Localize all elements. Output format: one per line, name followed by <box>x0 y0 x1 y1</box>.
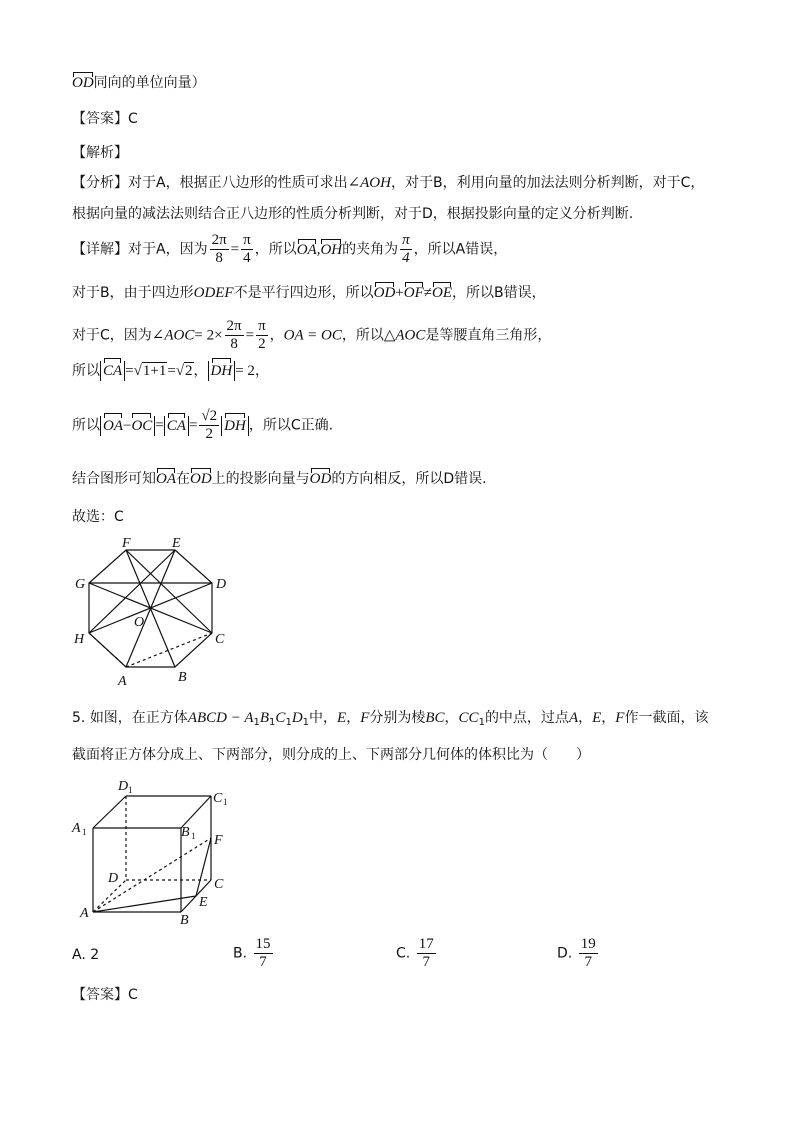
detail-e-text-2: 在 <box>176 471 190 487</box>
detail-d2-line <box>72 408 333 443</box>
label-d1 <box>117 779 133 795</box>
frac-sqrt2-2 <box>199 408 219 443</box>
label-b1 <box>181 825 196 841</box>
detail-c-text-4: 是等腰直角三角形， <box>425 327 552 344</box>
option-value: 2 <box>90 947 100 963</box>
option-a[interactable] <box>72 947 99 963</box>
q5-text-5: 作一截面，该 <box>624 710 709 726</box>
option-letter: B. <box>233 945 248 962</box>
frac-2pi-8 <box>210 232 229 267</box>
frac-num: 19 <box>580 936 596 952</box>
subscript: 1 <box>253 717 260 728</box>
vector-od: OD <box>373 285 396 301</box>
label-a: A <box>80 906 89 921</box>
option-letter: D. <box>557 945 573 962</box>
frac-den: 8 <box>225 335 244 353</box>
frac-num: 15 <box>255 936 271 952</box>
answer-value: C <box>128 111 138 127</box>
label-b1-letter: B <box>181 825 190 840</box>
frac-den: 2 <box>199 425 219 443</box>
analysis-heading: 【解析】 <box>72 145 128 161</box>
cube-d: D <box>291 710 303 726</box>
detail-c-text-3: ，所以 <box>341 327 384 344</box>
frac-num: 2π <box>226 318 242 334</box>
not-equal: ≠ <box>423 285 432 301</box>
q5-answer <box>72 984 138 1004</box>
sqrt-2: 2 <box>185 363 193 379</box>
detail-d1-text-1: 所以 <box>72 363 100 379</box>
equals-2: = 2 <box>235 363 255 379</box>
label-sub: 1 <box>128 785 133 795</box>
q4-answer <box>72 108 138 128</box>
segment-ac <box>126 633 212 667</box>
vector-od: OD <box>72 75 94 91</box>
vector-oc: OC <box>131 417 153 434</box>
abs-ca <box>100 361 125 381</box>
label-f: F <box>214 833 223 848</box>
diagonal-eh <box>89 550 175 633</box>
vector-oa: OA <box>296 241 317 258</box>
detail-e-text-3: 上的投影向量与 <box>211 471 310 487</box>
point-e: E <box>337 710 347 726</box>
point-e: E <box>592 710 602 726</box>
cube-name: ABCD − A <box>187 710 254 726</box>
equals: = <box>188 417 198 434</box>
answer-value: C <box>128 987 138 1003</box>
vector-od: OD <box>190 471 212 487</box>
label-d: D <box>108 871 119 886</box>
option-c[interactable] <box>396 936 438 971</box>
vector-ca: CA <box>103 363 123 379</box>
detail-c-text-1: 对于C，因为 <box>72 327 152 344</box>
label-o: O <box>134 615 145 630</box>
label-a1-letter: A <box>72 821 81 836</box>
subscript: 1 <box>269 717 276 728</box>
label-sub: 1 <box>223 797 228 807</box>
option-fraction <box>254 936 273 971</box>
equals-2x: = 2× <box>194 327 223 344</box>
label-sub: 1 <box>191 831 196 841</box>
option-letter: A. <box>72 947 86 963</box>
comma: , <box>316 241 321 258</box>
option-d[interactable] <box>557 936 600 971</box>
answer-label: 【答案】 <box>72 987 128 1003</box>
intro-line <box>72 72 206 92</box>
cube-c: C <box>275 710 286 726</box>
detail-b-text-2: 不是平行四边形，所以 <box>233 285 374 301</box>
sqrt-sign: √ <box>133 363 142 379</box>
equals: = <box>230 241 240 258</box>
abs-dh <box>208 361 236 381</box>
edge-cc1: CC <box>458 710 479 726</box>
frac-pi-4-italic <box>400 232 412 267</box>
vector-oa: OA <box>103 417 123 434</box>
frac-den: 7 <box>254 953 273 971</box>
quad-odef: ODEF <box>193 285 234 301</box>
label-g: G <box>75 577 86 592</box>
option-fraction <box>579 936 598 971</box>
label-c: C <box>214 877 224 892</box>
label-a: A <box>118 674 127 688</box>
frac-den: 7 <box>579 953 598 971</box>
angle-aoh: ∠AOH <box>347 175 391 191</box>
frac-den: 4 <box>400 249 412 267</box>
choice-line: 故选：C <box>72 509 124 525</box>
option-fraction <box>417 936 436 971</box>
intro-text: 同向的单位向量） <box>93 75 206 91</box>
q5-text-3: 分别为棱 <box>369 710 426 726</box>
frac-num: π <box>402 232 410 248</box>
comma: ， <box>444 710 459 726</box>
point-f: F <box>615 710 625 726</box>
subscript: 1 <box>302 717 310 728</box>
detail-d1-line <box>72 360 269 381</box>
label-c1 <box>213 791 228 807</box>
option-b[interactable] <box>233 936 275 971</box>
frac-den: 2 <box>256 335 268 353</box>
vector-od: OD <box>309 471 332 487</box>
separator: ， <box>193 363 208 379</box>
detail-a-line <box>72 232 507 267</box>
comma-end: ， <box>254 363 269 379</box>
plus: + <box>395 285 404 301</box>
detail-a-text-2: ，所以 <box>254 241 297 258</box>
frac-den: 4 <box>241 249 253 267</box>
triangle-aoc: △AOC <box>383 327 426 344</box>
detail-b-line <box>72 282 546 302</box>
point-a: A <box>568 710 579 726</box>
abs-ca <box>164 416 189 436</box>
vector-ca: CA <box>166 417 186 434</box>
frac-num: √2 <box>201 408 218 424</box>
equals: = <box>245 327 255 344</box>
label-b: B <box>178 670 187 685</box>
detail-label: 【详解】 <box>72 241 128 258</box>
vector-dh: DH <box>224 417 246 434</box>
detail-d2-text-2: ，所以C正确. <box>248 417 334 434</box>
q5-line-2: 截面将正方体分成上、下两部分，则分成的上、下两部分几何体的体积比为（ ） <box>72 747 590 763</box>
edge-b1-c1 <box>181 796 211 828</box>
sqrt-sign: √ <box>175 363 185 379</box>
oa-equals-oc: OA = OC <box>283 327 342 344</box>
detail-a-text-1: 对于A，因为 <box>128 241 208 258</box>
equals: = <box>155 417 164 434</box>
octagon-figure <box>66 534 236 688</box>
q5-line-1: 5. 如图，在正方体ABCD − $A_1B_1C_1D_1$中，E，F分别为棱BC，$CC_1$的中点，过点A，E，F作一截面，该 <box>72 710 709 728</box>
cube-figure <box>68 776 238 926</box>
detail-c-line <box>72 318 551 353</box>
abs-oa-minus-oc <box>100 416 155 436</box>
detail-d2-text-1: 所以 <box>72 417 100 434</box>
frac-num: 2π <box>211 232 227 248</box>
label-d1-letter: D <box>118 779 129 794</box>
q5-text-4: 的中点，过点 <box>484 710 569 726</box>
frac-den: 7 <box>417 953 436 971</box>
detail-e-line <box>72 468 487 488</box>
vector-dh: DH <box>210 363 233 379</box>
frac-pi-4 <box>241 232 253 267</box>
fenxi-text-2: ，对于B，利用向量的加法法则分析判断，对于C， <box>390 175 705 191</box>
vector-oa: OA <box>156 471 176 487</box>
detail-a-text-3: 的夹角为 <box>342 241 399 258</box>
label-h: H <box>74 632 85 647</box>
detail-b-text-1: 对于B，由于四边形 <box>72 285 194 301</box>
q5-text-1: 如图，在正方体 <box>89 710 188 726</box>
frac-2pi-8 <box>225 318 244 353</box>
detail-e-text-4: 的方向相反，所以D错误. <box>331 471 487 487</box>
fenxi-line-2: 根据向量的减法法则结合正八边形的性质分析判断，对于D，根据投影向量的定义分析判断. <box>72 206 634 222</box>
vector-of: OF <box>403 285 424 301</box>
label-d: D <box>216 577 227 592</box>
vector-oh: OH <box>320 241 343 258</box>
sqrt-1-plus-1: 1+1 <box>142 363 167 379</box>
comma: ， <box>346 710 361 726</box>
edge-a1-d1 <box>93 796 126 828</box>
label-b: B <box>180 913 189 926</box>
frac-pi-2 <box>256 318 268 353</box>
fenxi-label: 【分析】 <box>72 175 128 191</box>
angle-aoc: ∠AOC <box>151 327 195 344</box>
fenxi-text-1: 对于A，根据正八边形的性质可求出 <box>128 175 348 191</box>
cube-b: B <box>259 710 270 726</box>
detail-e-text-1: 结合图形可知 <box>72 471 156 487</box>
detail-a-text-4: ，所以A错误， <box>413 241 508 258</box>
label-e: E <box>199 895 208 910</box>
edge-bc: BC <box>425 710 445 726</box>
label-a1 <box>71 821 87 837</box>
point-f: F <box>360 710 370 726</box>
subscript: 1 <box>478 717 485 728</box>
q5-text-2: 中， <box>309 710 338 726</box>
detail-b-text-3: ，所以B错误， <box>451 285 546 301</box>
frac-num: π <box>258 318 266 334</box>
option-letter: C. <box>396 945 411 962</box>
fenxi-line-1 <box>72 172 704 192</box>
question-number: 5. <box>72 710 86 726</box>
vector-oe: OE <box>431 285 452 301</box>
answer-label: 【答案】 <box>72 111 128 127</box>
label-f: F <box>122 536 131 551</box>
equals: = <box>167 363 176 379</box>
diagonal-ha <box>89 633 126 667</box>
label-sub: 1 <box>82 827 87 837</box>
abs-dh <box>221 416 249 436</box>
label-c1-letter: C <box>213 791 223 806</box>
frac-den: 8 <box>210 249 229 267</box>
equals: = <box>125 363 134 379</box>
frac-num: 17 <box>418 936 434 952</box>
detail-c-text-2: ， <box>269 327 284 344</box>
minus: − <box>123 417 132 434</box>
label-c: C <box>215 632 225 647</box>
subscript: 1 <box>285 717 292 728</box>
frac-num: π <box>243 232 251 248</box>
label-e: E <box>172 536 181 551</box>
